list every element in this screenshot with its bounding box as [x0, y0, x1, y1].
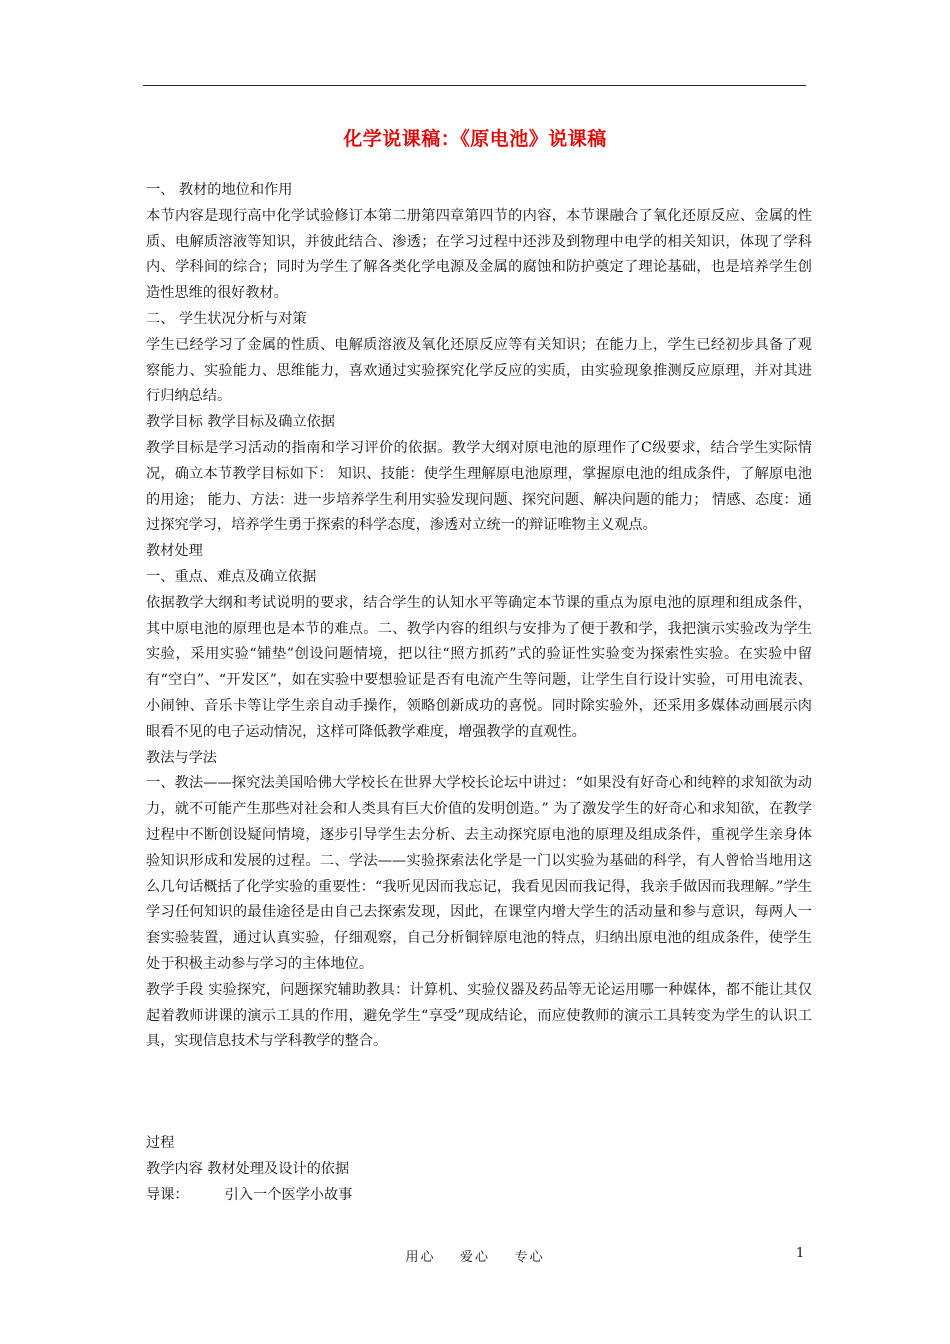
paragraph: 教学目标是学习活动的指南和学习评价的依据。教学大纲对原电池的原理作了C级要求，结合学生实际情况，确立本节教学目标如下： 知识、技能：使学生理解原电池原理，掌握原电池的组成条件，了解原电池的用途； 能力、方法：进一步培养学生利用实验发现问题、探究问题、解决问题的能力； 情感、态度：通过探究学习，培养学生勇于探索的科学态度，渗透对立统一的辩证唯物主义观点。	[146, 439, 812, 534]
blank-space	[146, 1055, 812, 1131]
paragraph: 学生已经学习了金属的性质、电解质溶液及氧化还原反应等有关知识；在能力上，学生已经初步具备了观察能力、实验能力、思维能力，喜欢通过实验探究化学反应的实质，由实验现象推测反应原理，并对其进行归纳总结。	[146, 336, 812, 405]
footer-motto: 用心 爱心 专心	[405, 1250, 545, 1265]
heading-methods: 教法与学法	[146, 749, 217, 766]
paragraph: 一、教法——探究法美国哈佛大学校长在世界大学校长论坛中讲过：“如果没有好奇心和纯粹的求知欲为动力，就不可能产生那些对社会和人类具有巨大价值的发明创造。” 为了激发学生的好奇心和求知欲，在教学过程中不断创设疑问情境，逐步引导学生去分析、去主动探究原电池的原理及组成条件，重视学生亲身体验知识形成和发展的过程。二、学法——实验探索法化学是一门以实验为基础的科学，有人曾恰当地用这么几句话概括了化学实验的重要性：“我听见因而我忘记，我看见因而我记得，我亲手做因而我理解。”学生学习任何知识的最佳途径是由自己去探索发现，因此，在课堂内增大学生的活动量和参与意识，每两人一套实验装置，通过认真实验，仔细观察，自己分析铜锌原电池的特点，归纳出原电池的组成条件，使学生处于积极主动参与学习的主体地位。	[146, 775, 812, 972]
document-title: 化学说课稿：《原电池》说课稿	[343, 128, 607, 150]
heading-section-1: 一、 教材的地位和作用	[146, 182, 293, 198]
paragraph: 导课： 引入一个医学小故事	[146, 1186, 353, 1203]
heading-material-handling: 教材处理	[146, 543, 203, 560]
paragraph: 教学手段 实验探究，问题探究辅助教具：计算机、实验仪器及药品等无论运用哪一种媒体，都不能让其仅起着教师讲课的演示工具的作用，避免学生“享受”现成结论，而应使教师的演示工具转变为学生的认识工具，实现信息技术与学科教学的整合。	[146, 981, 812, 1050]
paragraph: 本节内容是现行高中化学试验修订本第二册第四章第四节的内容，本节课融合了氧化还原反应、金属的性质、电解质溶液等知识，并彼此结合、渗透；在学习过程中还涉及到物理中电学的相关知识，体现了学科内、学科间的综合；同时为学生了解各类化学电源及金属的腐蚀和防护奠定了理论基础，也是培养学生创造性思维的很好教材。	[146, 207, 812, 302]
document-body	[146, 178, 812, 1208]
page-number: 1	[796, 1246, 805, 1261]
heading-process: 过程	[146, 1135, 175, 1152]
heading-teaching-goals: 教学目标 教学目标及确立依据	[146, 414, 335, 431]
paragraph: 教学内容 教材处理及设计的依据	[146, 1160, 350, 1177]
heading-key-points: 一、重点、难点及确立依据	[146, 568, 317, 585]
heading-section-2: 二、 学生状况分析与对策	[146, 310, 307, 327]
header-rule	[143, 85, 806, 86]
paragraph: 依据教学大纲和考试说明的要求，结合学生的认知水平等确定本节课的重点为原电池的原理和组成条件，其中原电池的原理也是本节的难点。二、教学内容的组织与安排为了便于教和学，我把演示实验改为学生实验，采用实验“铺垫”创设问题情境，把以往“照方抓药”式的验证性实验变为探索性实验。在实验中留有“空白”、“开发区”，如在实验中要想验证是否有电流产生等问题，让学生自行设计实验，可用电流表、小闹钟、音乐卡等让学生亲自动手操作，领略创新成功的喜悦。同时除实验外，还采用多媒体动画展示肉眼看不见的电子运动情况，这样可降低教学难度，增强教学的直观性。	[146, 594, 812, 740]
